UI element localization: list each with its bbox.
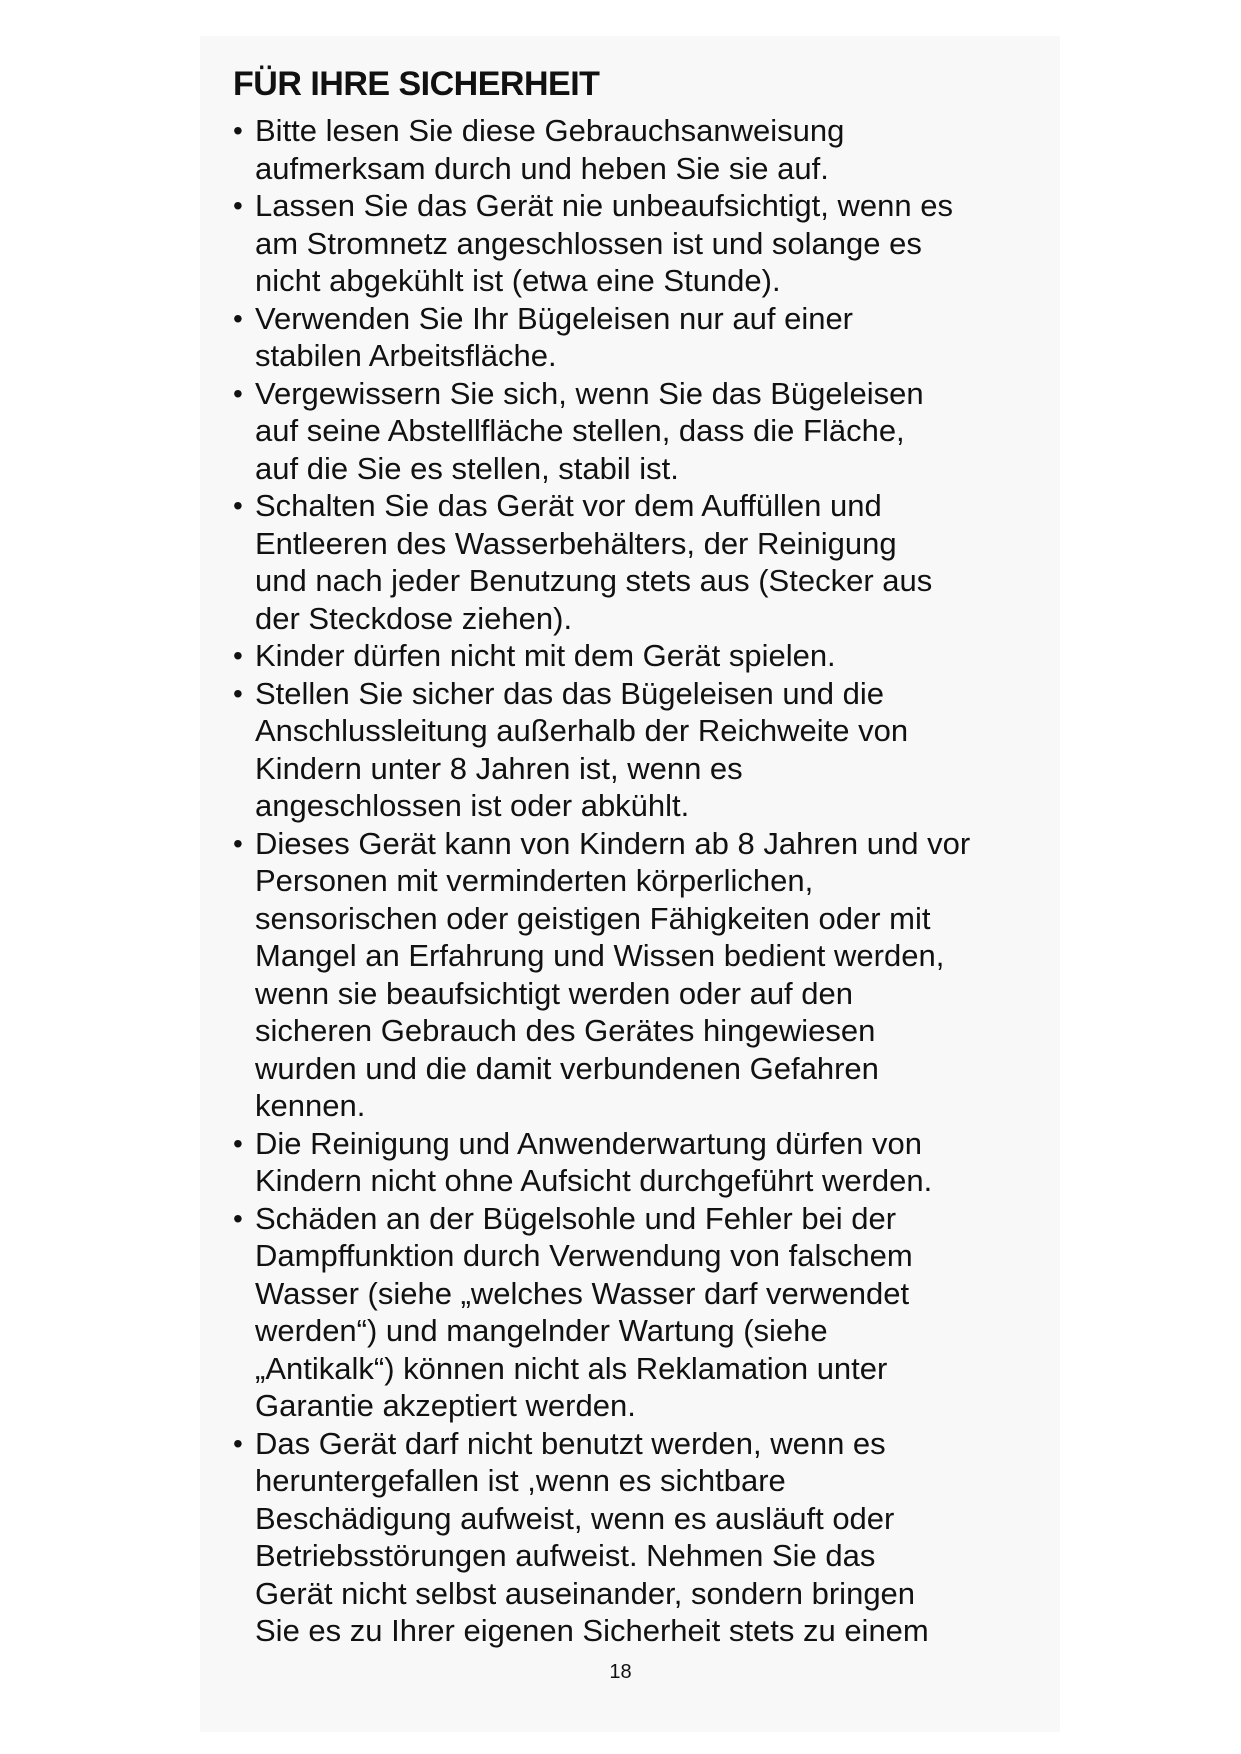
list-item-text: Schalten Sie das Gerät vor dem Auffüllen und Entleeren des Wasserbehälters, der Reinigung und nach jeder Benutzung stets aus (Stecker aus der Steckdose ziehen). <box>255 488 933 636</box>
list-item <box>233 1200 1053 1425</box>
safety-section <box>233 62 1053 1650</box>
list-item-text: Lassen Sie das Gerät nie unbeaufsichtigt, wenn es am Stromnetz angeschlossen ist und solange es nicht abgekühlt ist (etwa eine Stunde). <box>255 188 953 298</box>
bullet-icon: • <box>233 1427 243 1459</box>
safety-list <box>233 112 1053 1650</box>
bullet-icon: • <box>233 115 243 146</box>
bullet-icon: • <box>233 490 243 521</box>
list-item <box>233 637 1053 675</box>
list-item <box>233 300 1053 375</box>
list-item-text: Kinder dürfen nicht mit dem Gerät spielen. <box>255 638 836 673</box>
bullet-icon: • <box>233 827 243 859</box>
list-item-text: Schäden an der Bügelsohle und Fehler bei der Dampffunktion durch Verwendung von falschem Wasser (siehe „welches Wasser darf verwendet werden“) und mangelnder Wartung (siehe „Antikalk“) können nicht als Reklamation unter Garantie akzeptiert werden. <box>255 1200 913 1423</box>
list-item-text: Das Gerät darf nicht benutzt werden, wenn es heruntergefallen ist ,wenn es sichtbare Beschädigung aufweist, wenn es ausläuft oder Betriebsstörungen aufweist. Nehmen Sie das Gerät nicht selbst auseinander, sondern bringen Sie es zu Ihrer eigenen Sicherheit stets zu einem <box>255 1425 929 1648</box>
list-item <box>233 487 1053 637</box>
section-title: FÜR IHRE SICHERHEIT <box>233 65 600 103</box>
list-item-text: Stellen Sie sicher das das Bügeleisen und die Anschlussleitung außerhalb der Reichweite von Kindern unter 8 Jahren ist, wenn es angeschlossen ist oder abkühlt. <box>255 675 909 823</box>
bullet-icon: • <box>233 677 243 709</box>
list-item-text: Verwenden Sie Ihr Bügeleisen nur auf einer stabilen Arbeitsfläche. <box>255 300 854 373</box>
list-item <box>233 825 1053 1125</box>
list-item <box>233 112 1053 187</box>
bullet-icon: • <box>233 640 243 671</box>
list-item <box>233 1425 1053 1650</box>
bullet-icon: • <box>233 190 243 221</box>
list-item-text: Die Reinigung und Anwenderwartung dürfen von Kindern nicht ohne Aufsicht durchgeführt werden. <box>255 1125 933 1198</box>
list-item <box>233 675 1053 825</box>
list-item-text: Dieses Gerät kann von Kindern ab 8 Jahren und vor Personen mit verminderten körperlichen, sensorischen oder geistigen Fähigkeiten oder mit Mangel an Erfahrung und Wissen bedient werden, wenn sie beaufsichtigt werden oder auf den sicheren Gebrauch des Gerätes hingewiesen wurden und die damit verbundenen Gefahren kennen. <box>255 825 971 1123</box>
bullet-icon: • <box>233 302 243 334</box>
list-item-text: Vergewissern Sie sich, wenn Sie das Bügeleisen auf seine Abstellfläche stellen, dass die Fläche, auf die Sie es stellen, stabil ist. <box>255 375 924 486</box>
list-item <box>233 1125 1053 1200</box>
bullet-icon: • <box>233 1202 243 1234</box>
bullet-icon: • <box>233 1127 243 1159</box>
page-number: 18 <box>609 1661 632 1683</box>
list-item <box>233 375 1053 488</box>
list-item-text: Bitte lesen Sie diese Gebrauchsanweisung aufmerksam durch und heben Sie sie auf. <box>255 113 845 186</box>
list-item <box>233 187 1053 300</box>
bullet-icon: • <box>233 377 243 409</box>
